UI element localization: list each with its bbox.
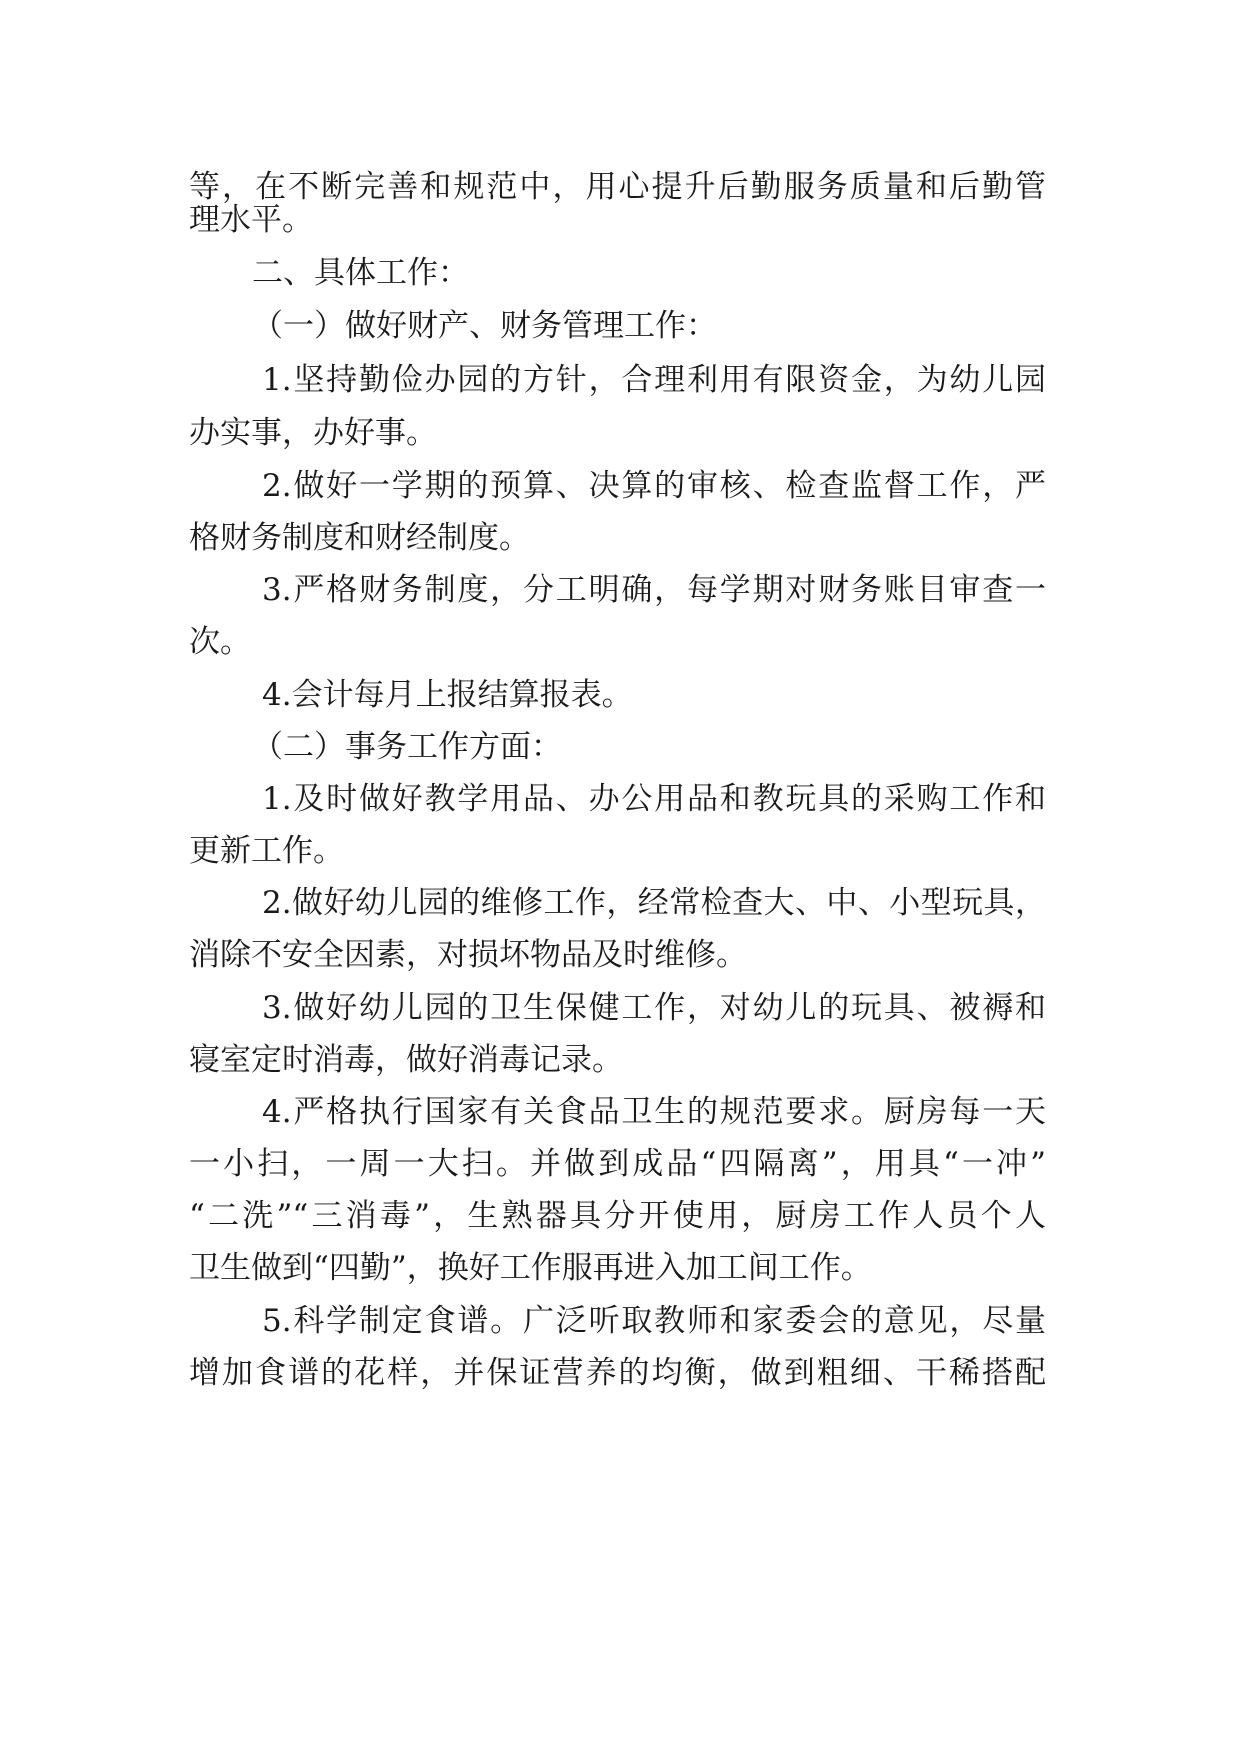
- subsection-heading: （二）事务工作方面：: [252, 729, 562, 765]
- paragraph-line: 更新工作。: [189, 833, 344, 869]
- paragraph-line: 寝室定时消毒，做好消毒记录。: [189, 1042, 623, 1078]
- paragraph-line: 2.做好一学期的预算、决算的审核、检查监督工作，严: [262, 468, 1046, 504]
- paragraph-line: 次。: [189, 624, 251, 660]
- paragraph-line: 办实事，办好事。: [189, 415, 437, 451]
- section-heading: 二、具体工作：: [252, 255, 469, 291]
- paragraph-line: 增加食谱的花样，并保证营养的均衡，做到粗细、干稀搭配: [189, 1355, 1046, 1391]
- paragraph-line: 一小扫，一周一大扫。并做到成品“四隔离”，用具“一冲”: [189, 1146, 1046, 1182]
- paragraph-line: 卫生做到“四勤”，换好工作服再进入加工间工作。: [189, 1250, 872, 1286]
- paragraph-line: “二洗”“三消毒”，生熟器具分开使用，厨房工作人员个人: [189, 1198, 1046, 1234]
- paragraph-line: 3.严格财务制度，分工明确，每学期对财务账目审查一: [262, 572, 1046, 608]
- paragraph-line: 4.会计每月上报结算报表。: [262, 677, 633, 713]
- paragraph-line: 1.及时做好教学用品、办公用品和教玩具的采购工作和: [262, 781, 1046, 817]
- paragraph-line: 5.科学制定食谱。广泛听取教师和家委会的意见，尽量: [262, 1303, 1046, 1339]
- paragraph-line: 3.做好幼儿园的卫生保健工作，对幼儿的玩具、被褥和: [262, 990, 1046, 1026]
- paragraph-line: 等，在不断完善和规范中，用心提升后勤服务质量和后勤管: [189, 169, 1046, 205]
- paragraph-line: 1.坚持勤俭办园的方针，合理利用有限资金，为幼儿园: [262, 362, 1046, 398]
- paragraph-line: 2.做好幼儿园的维修工作，经常检查大、中、小型玩具，: [262, 885, 1046, 921]
- subsection-heading: （一）做好财产、财务管理工作：: [252, 308, 717, 344]
- paragraph-line: 4.严格执行国家有关食品卫生的规范要求。厨房每一天: [262, 1094, 1046, 1130]
- paragraph-line: 消除不安全因素，对损坏物品及时维修。: [189, 937, 747, 973]
- paragraph-line: 格财务制度和财经制度。: [189, 520, 530, 556]
- paragraph-line: 理水平。: [189, 202, 313, 238]
